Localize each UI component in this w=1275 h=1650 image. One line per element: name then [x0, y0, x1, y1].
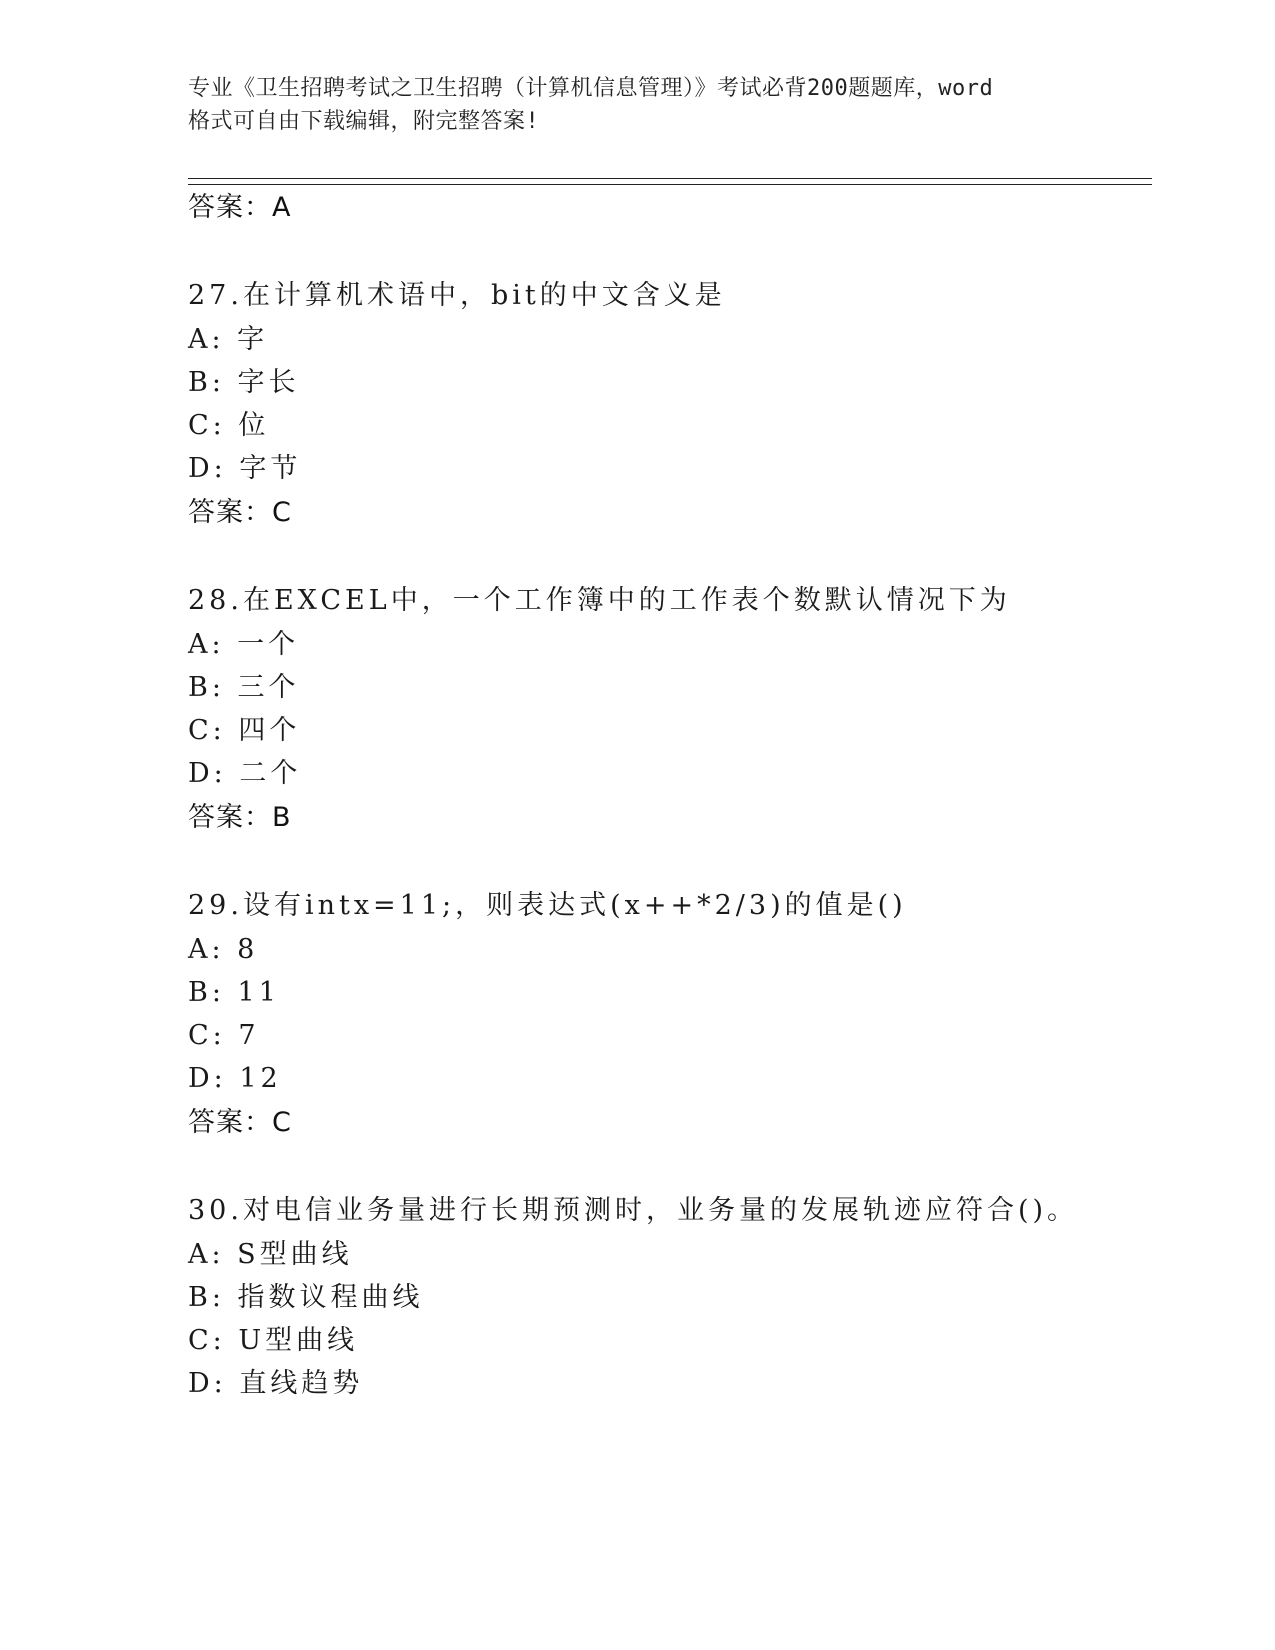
question-28: 28.在EXCEL中，一个工作簿中的工作表个数默认情况下为 — [188, 585, 1011, 616]
question-27: 27.在计算机术语中，bit的中文含义是 — [188, 280, 726, 311]
option-d: D: 二个 — [188, 758, 302, 789]
option-c: C: 7 — [188, 1020, 260, 1051]
header-divider-top — [188, 178, 1152, 179]
option-a: A: S型曲线 — [188, 1239, 353, 1270]
document-header — [188, 72, 1088, 138]
option-c: C: 四个 — [188, 715, 301, 746]
option-b: B: 字长 — [188, 367, 300, 398]
answer-label: 答案：C — [188, 497, 292, 528]
header-line-1: 专业《卫生招聘考试之卫生招聘（计算机信息管理）》考试必背200题题库，word — [188, 76, 994, 101]
question-30: 30.对电信业务量进行长期预测时，业务量的发展轨迹应符合()。 — [188, 1195, 1079, 1226]
option-a: A: 一个 — [188, 629, 300, 660]
option-d: D: 12 — [188, 1063, 282, 1094]
option-c: C: U型曲线 — [188, 1325, 359, 1356]
option-d: D: 直线趋势 — [188, 1368, 364, 1399]
option-b: B: 指数议程曲线 — [188, 1282, 424, 1313]
option-b: B: 三个 — [188, 672, 300, 703]
option-b: B: 11 — [188, 977, 280, 1008]
answer-label: 答案：B — [188, 802, 292, 833]
question-29: 29.设有intx=11;，则表达式(x++*2/3)的值是() — [188, 890, 907, 921]
option-d: D: 字节 — [188, 453, 302, 484]
header-divider-bottom — [188, 184, 1152, 185]
answer-label: 答案：C — [188, 1107, 292, 1138]
header-line-2: 格式可自由下载编辑，附完整答案! — [188, 109, 540, 134]
option-c: C: 位 — [188, 410, 270, 441]
option-a: A: 字 — [188, 324, 269, 355]
option-a: A: 8 — [188, 934, 259, 965]
answer-label: 答案：A — [188, 192, 292, 223]
